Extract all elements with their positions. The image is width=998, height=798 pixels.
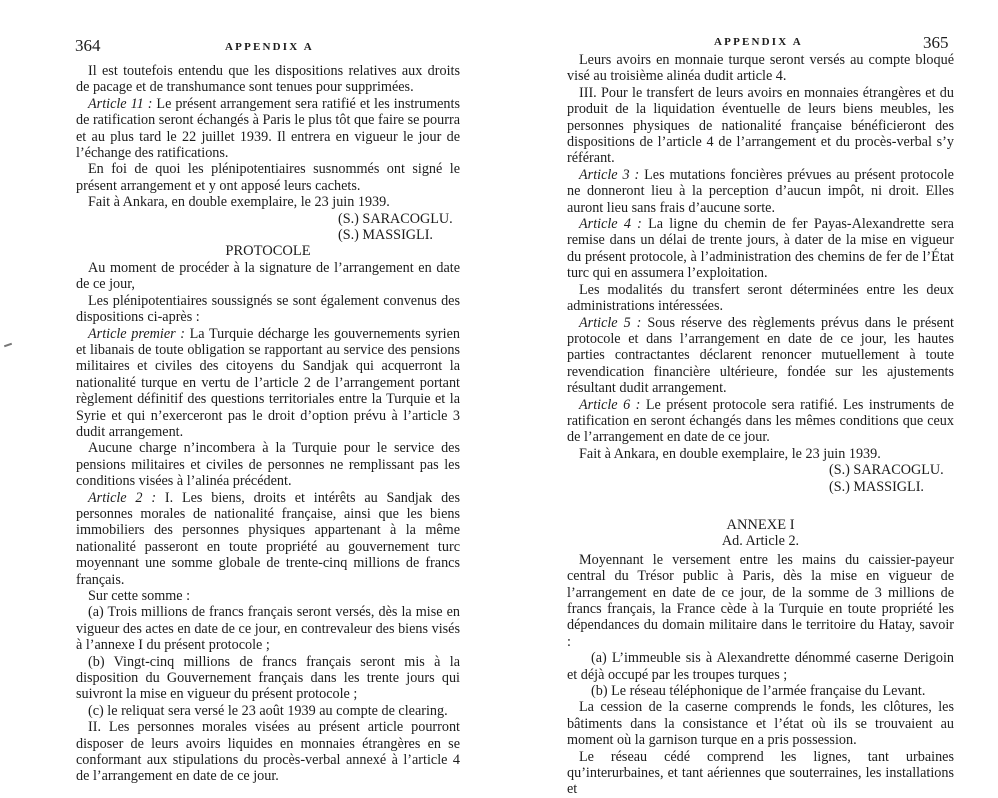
list-item: (c) le reliquat sera versé le 23 août 1939 au compte de clearing. [88, 702, 448, 719]
page-number: 365 [923, 33, 949, 52]
article-11 [76, 96, 460, 162]
section-heading: PROTOCOLE [225, 243, 311, 260]
article-text: Le présent protocole sera ratifié. Les instruments de ratification en seront échangés dans les mêmes conditions que ceux de l’arrangement en date de ce jour. [567, 396, 954, 446]
article-2 [76, 490, 460, 588]
article-3 [567, 167, 954, 216]
article-text: Le présent arrangement sera ratifié et les instruments de ratification seront échangés à Paris le plus tôt que faire se pourra et au plus tard le 22 juillet 1939. Il entrera en vigueur le jour de l’échange des ratifications. [76, 95, 460, 162]
article-label: Article 2 : [88, 489, 157, 506]
article-label: Article 4 : [579, 216, 642, 233]
article-text: Les mutations foncières prévues au présent protocole ne donneront lieu à la perception d’aucun impôt, ni droit. Elles auront lieu sans frais d’aucune sorte. [567, 166, 954, 216]
right-body-text [567, 52, 954, 798]
page-number: 364 [75, 36, 101, 55]
list-item: (b) Vingt-cinq millions de francs français seront mis à la disposition du Gouvernement français dans les trente jours qui suivront la mise en vigueur du présent protocole ; [76, 653, 460, 703]
paragraph: Sur cette somme : [88, 588, 191, 604]
signature: (S.) SARACOGLU. [338, 210, 453, 227]
paragraph: Fait à Ankara, en double exemplaire, le 23 juin 1939. [579, 445, 881, 462]
signature: (S.) SARACOGLU. [829, 462, 944, 479]
section-heading: ANNEXE I [726, 516, 795, 533]
left-page [0, 0, 500, 795]
article-premier [76, 326, 460, 441]
section-subheading: Ad. Article 2. [721, 533, 800, 550]
paragraph: En foi de quoi les plénipotentiaires susnommés ont signé le présent arrangement et y ont apposé leurs cachets. [76, 161, 460, 194]
article-label: Article 11 : [88, 95, 153, 112]
article-text: La Turquie décharge les gouvernements syrien et libanais de toute obligation se rapportant au service des pensions militaires et civiles des citoyens du Sandjak qui acquerront la nationalité turque en vertu de l’article 2 de l’arrangement portant règlement définitif des questions territoriales entre la Turquie et la Syrie et qui n’exerceront pas le droit d’option prévu à l’article 3 dudit arrangement. [76, 325, 460, 440]
paragraph: Aucune charge n’incombera à la Turquie pour le service des pensions militaires et civiles de personnes ne remplissant pas les conditions visées à l’alinéa précédent. [76, 440, 460, 490]
article-label: Article 3 : [579, 166, 640, 183]
running-head: APPENDIX A [225, 41, 314, 53]
scan-mark [4, 343, 12, 348]
article-6 [567, 397, 954, 446]
signature: (S.) MASSIGLI. [829, 478, 924, 495]
paragraph: Au moment de procéder à la signature de l’arrangement en date de ce jour, [76, 259, 460, 293]
paragraph: La cession de la caserne comprends le fonds, les clôtures, les bâtiments dans la consistance et l’état où ils se trouvaient au moment où la garnison turque en a pris possession. [567, 699, 954, 749]
article-text: La ligne du chemin de fer Payas-Alexandrette sera remise dans un délai de trente jours, à dater de la mise en vigueur du présent protocole, à l’administration des chemins de fer de l’État turc qui en assumera l’exploitation. [567, 216, 954, 282]
article-5 [567, 315, 954, 397]
right-page [500, 0, 998, 798]
paragraph: Moyennant le versement entre les mains du caissier-payeur central du Trésor public à Paris, dès la mise en vigueur de l’arrangement en date de ce jour, de la somme de 3 millions de francs français, la France cède à la Turquie en toute propriété les dépendances du domain militaire dans le territoire du Hatay, savoir : [567, 551, 954, 650]
list-item: (a) Trois millions de francs français seront versés, dès la mise en vigueur des actes en date de ce jour, en contrevaleur des biens visés à l’annexe I du présent protocole ; [76, 604, 460, 654]
paragraph: Il est toutefois entendu que les dispositions relatives aux droits de pacage et de transhumance sont tenues pour supprimées. [76, 63, 460, 96]
article-4 [567, 216, 954, 282]
article-text: I. Les biens, droits et intérêts au Sandjak des personnes morales de nationalité française, ainsi que les biens immobiliers des personnes physiques appartenant à la même nationalité passeront en toute propriété au gouvernement turc moyennant une somme globale de trente-cinq millions de francs français. [76, 489, 460, 588]
left-body-text [76, 63, 460, 785]
paragraph: Les plénipotentiaires soussignés se sont également convenus des dispositions ci-après : [76, 292, 460, 326]
paragraph: III. Pour le transfert de leurs avoirs en monnaies étrangères et du produit de la liquidation éventuelle de leurs biens meubles, les personnes physiques de nationalité française bénéficieront des dispositions de l’article 4 de l’arrangement et du procès-verbal s’y référant. [567, 84, 954, 167]
list-item: (b) Le réseau téléphonique de l’armée française du Levant. [591, 683, 926, 700]
paragraph: Leurs avoirs en monnaie turque seront versés au compte bloqué visé au troisième alinéa dudit article 4. [567, 52, 954, 85]
list-item: (a) L’immeuble sis à Alexandrette dénommé caserne Derigoin et déjà occupé par les troupes turques ; [567, 650, 954, 683]
paragraph: Les modalités du transfert seront déterminées entre les deux administrations intéressées. [567, 281, 954, 315]
signature: (S.) MASSIGLI. [338, 227, 433, 244]
paragraph: Fait à Ankara, en double exemplaire, le 23 juin 1939. [88, 194, 390, 211]
paragraph: II. Les personnes morales visées au présent article pourront disposer de leurs avoirs liquides en monnaies étrangères en se conformant aux stipulations du procès-verbal annexé à l’article 4 de l’arrangement en date de ce jour. [76, 719, 460, 785]
running-head: APPENDIX A [714, 36, 803, 48]
paragraph: Le réseau cédé comprend les lignes, tant urbaines qu’interurbaines, et tant aériennes que souterraines, les installations et [567, 748, 954, 798]
article-label: Article 6 : [579, 396, 641, 413]
article-label: Article premier : [88, 325, 185, 342]
article-text: Sous réserve des règlements prévus dans le présent protocole et dans l’arrangement en date de ce jour, les hautes parties contractantes déclarent renoncer mutuellement à toute revendication financière ultérieure, fondée sur les ajustements résultant dudit arrangement. [567, 314, 954, 397]
article-label: Article 5 : [579, 314, 642, 331]
